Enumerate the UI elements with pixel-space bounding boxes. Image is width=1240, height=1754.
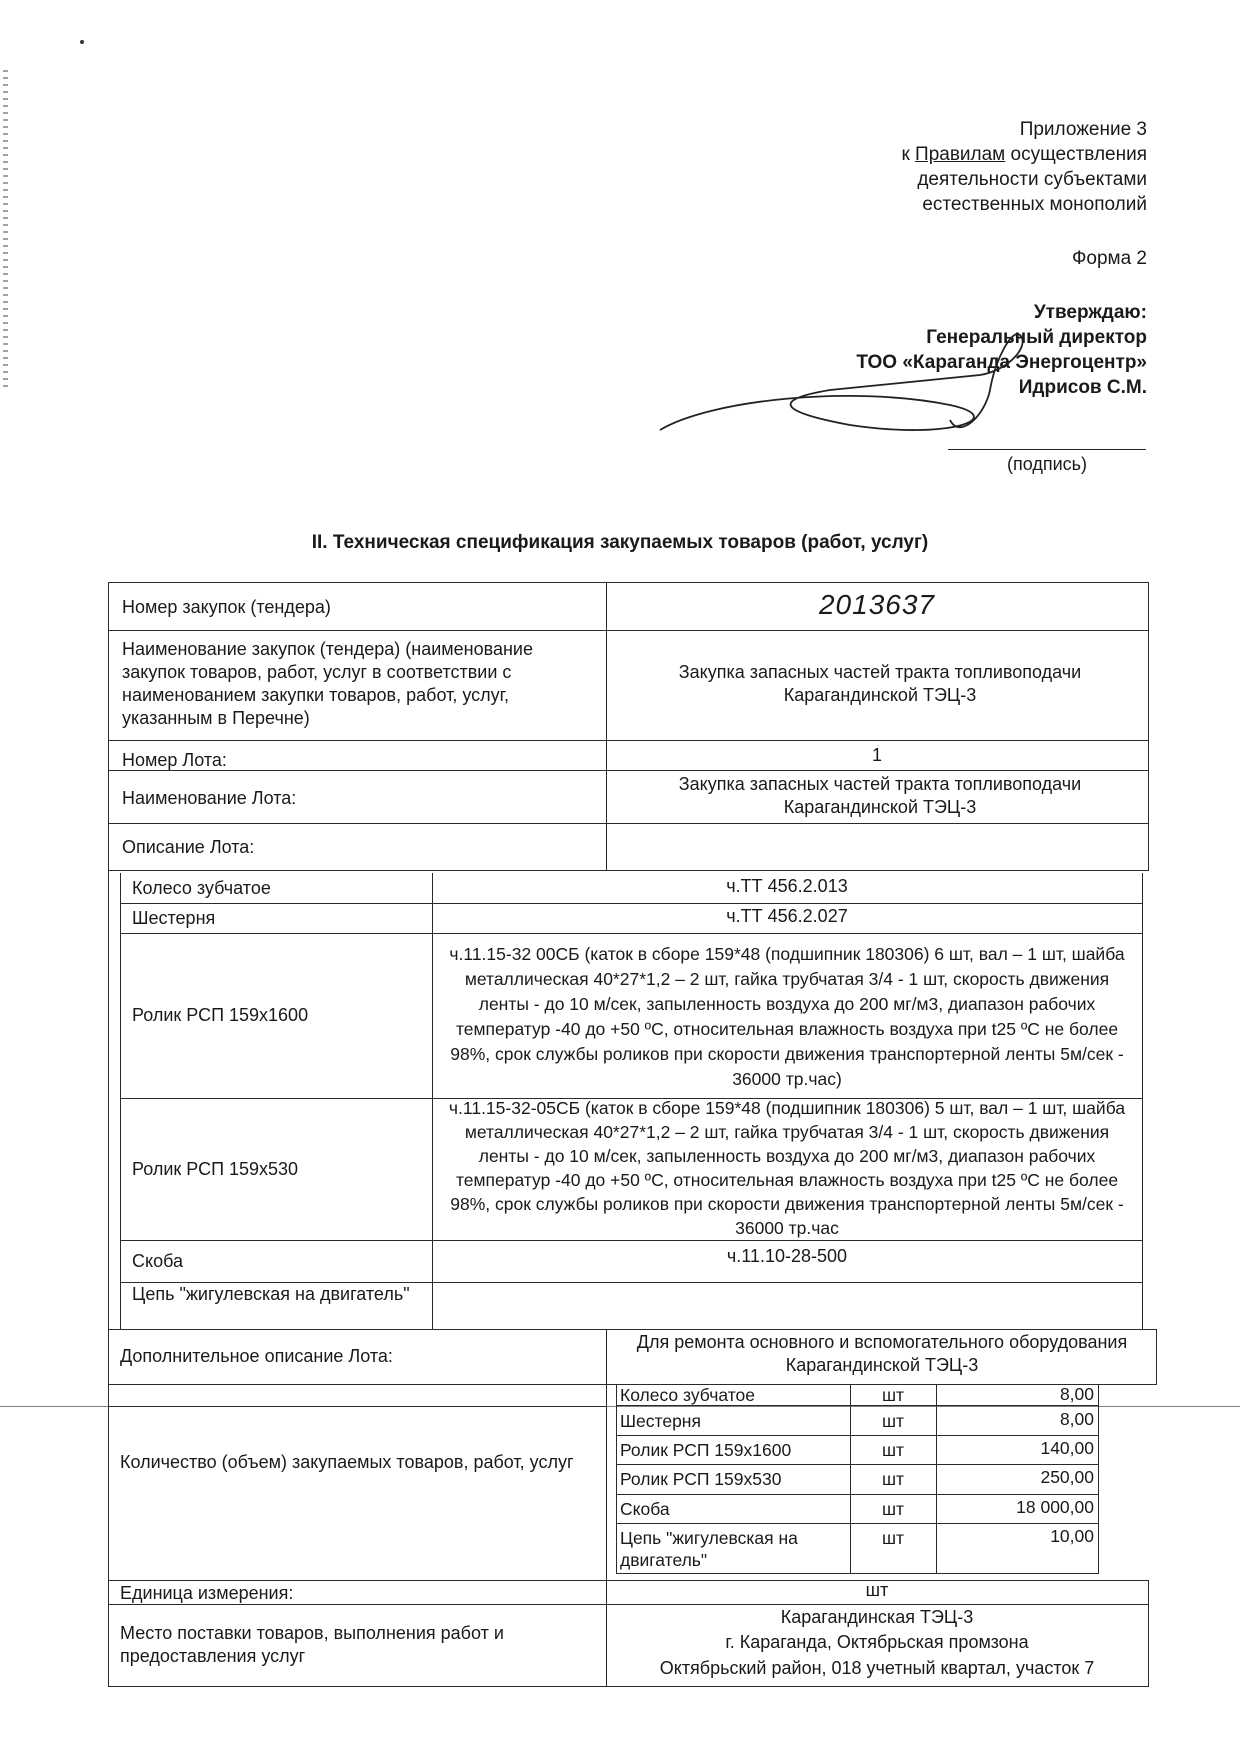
table-border bbox=[108, 582, 109, 1687]
row-line bbox=[108, 870, 1149, 871]
page-title: II. Техническая спецификация закупаемых товаров (работ, услуг) bbox=[311, 532, 929, 553]
qty-unit: шт bbox=[881, 1411, 905, 1431]
item-spec: ч.ТТ 456.2.013 bbox=[726, 876, 848, 896]
qty-value: 18 000,00 bbox=[1016, 1497, 1094, 1517]
qty-item-name: Цепь "жигулевская на двигатель" bbox=[620, 1528, 798, 1570]
signature-image bbox=[650, 330, 1100, 450]
row-line bbox=[108, 823, 1149, 824]
qty-row-line bbox=[616, 1523, 1099, 1524]
items-row-line bbox=[120, 903, 1143, 904]
lot-number-label: Номер Лота: bbox=[122, 750, 227, 770]
item-spec: ч.11.15-32 00СБ (каток в сборе 159*48 (подшипник 180306) 6 шт, вал – 1 шт, шайба металлическая 40*27*1,2 – 2 шт, гайка трубчатая 3/4 - 1 шт, скорость движения ленты - до 10 м/сек, запыленность воздуха до 200 мг/м3, диапазон рабочих температур -40 до +50 ºС, относительная влажность воздуха при t25 ºС не более 98%, срок службы роликов при скорости движения транспортерной ленты 5м/сек - 36000 тр.час) bbox=[449, 944, 1125, 1089]
table-border bbox=[108, 582, 1149, 583]
items-row-line bbox=[120, 1240, 1143, 1241]
appendix-line: естественных монополий bbox=[922, 194, 1147, 215]
scan-edge-marks bbox=[3, 70, 8, 390]
form-label: Форма 2 bbox=[1071, 248, 1147, 269]
appendix-line: Приложение 3 bbox=[1019, 119, 1147, 140]
additional-label: Дополнительное описание Лота: bbox=[120, 1346, 393, 1366]
lot-name-value: Закупка запасных частей тракта топливоподачи Карагандинской ТЭЦ-3 bbox=[678, 774, 1082, 817]
additional-value: Для ремонта основного и вспомогательного оборудования Карагандинской ТЭЦ-3 bbox=[636, 1332, 1128, 1375]
qty-unit: шт bbox=[881, 1499, 905, 1519]
item-name: Скоба bbox=[132, 1251, 183, 1271]
quantity-label: Количество (объем) закупаемых товаров, работ, услуг bbox=[120, 1452, 574, 1472]
table-border bbox=[1148, 582, 1149, 870]
row-line bbox=[108, 1329, 1157, 1330]
qty-value: 8,00 bbox=[1059, 1409, 1094, 1429]
lot-description-label: Описание Лота: bbox=[122, 837, 255, 857]
qty-row-line bbox=[616, 1494, 1099, 1495]
row-line bbox=[108, 770, 1149, 771]
lot-name-label: Наименование Лота: bbox=[122, 788, 297, 808]
items-border bbox=[1142, 873, 1143, 1329]
row-line bbox=[108, 1686, 1149, 1687]
appendix-header bbox=[901, 117, 1147, 217]
table-divider bbox=[606, 582, 607, 870]
qty-row-line bbox=[616, 1573, 1099, 1574]
qty-value: 250,00 bbox=[1040, 1467, 1094, 1487]
unit-label: Единица измерения: bbox=[120, 1583, 294, 1603]
approval-company: ТОО «Караганда Энергоцентр» bbox=[856, 352, 1147, 373]
qty-border bbox=[616, 1384, 617, 1574]
item-spec: ч.11.10-28-500 bbox=[726, 1246, 848, 1266]
rules-line: к Правилам осуществления bbox=[901, 144, 1147, 165]
table-border bbox=[1148, 1580, 1149, 1687]
item-name: Ролик РСП 159х530 bbox=[132, 1159, 299, 1179]
rules-link[interactable]: Правилам bbox=[915, 144, 1006, 165]
qty-row-line bbox=[616, 1464, 1099, 1465]
qty-border bbox=[1098, 1384, 1099, 1574]
unit-value: шт bbox=[865, 1580, 889, 1600]
item-spec: ч.11.15-32-05СБ (каток в сборе 159*48 (подшипник 180306) 5 шт, вал – 1 шт, шайба металлическая 40*27*1,2 – 2 шт, гайка трубчатая 3/4 - 1 шт, скорость движения ленты - до 10 м/сек, запыленность воздуха до 200 мг/м3, диапазон рабочих температур -40 до +50 ºС, относительная влажность воздуха при t25 ºС не более 98%, срок службы роликов при скорости движения транспортерной ленты 5м/сек - 36000 тр.час bbox=[448, 1098, 1126, 1238]
qty-unit: шт bbox=[881, 1385, 905, 1405]
scan-dot bbox=[80, 40, 84, 44]
qty-item-name: Скоба bbox=[620, 1499, 670, 1519]
row-line bbox=[108, 740, 1149, 741]
qty-item-name: Ролик РСП 159х530 bbox=[620, 1469, 782, 1489]
procurement-number-label: Номер закупок (тендера) bbox=[122, 597, 331, 617]
items-border bbox=[120, 873, 121, 1329]
qty-row-line bbox=[616, 1435, 1099, 1436]
scan-crease-line bbox=[0, 1406, 1240, 1407]
qty-value: 8,00 bbox=[1059, 1384, 1094, 1404]
signature-caption: (подпись) bbox=[1006, 454, 1088, 474]
lot-number-value: 1 bbox=[871, 745, 882, 765]
delivery-line: Карагандинская ТЭЦ-3 bbox=[780, 1607, 974, 1627]
delivery-line: Октябрьский район, 018 учетный квартал, участок 7 bbox=[659, 1658, 1095, 1678]
procurement-name-value: Закупка запасных частей тракта топливоподачи Карагандинской ТЭЦ-3 bbox=[678, 662, 1082, 705]
procurement-name-label: Наименование закупок (тендера) (наименование закупок товаров, работ, услуг в соответствии с наименованием закупки товаров, работ, услуг, указанным в Перечне) bbox=[122, 639, 533, 728]
row-line bbox=[108, 630, 1149, 631]
item-name: Цепь "жигулевская на двигатель" bbox=[132, 1284, 410, 1304]
procurement-number-value: 2013637 bbox=[818, 589, 935, 620]
qty-item-name: Ролик РСП 159х1600 bbox=[620, 1440, 792, 1460]
qty-unit: шт bbox=[881, 1440, 905, 1460]
item-name: Колесо зубчатое bbox=[132, 878, 271, 898]
item-spec: ч.ТТ 456.2.027 bbox=[726, 906, 848, 926]
appendix-line: деятельности субъектами bbox=[917, 169, 1147, 190]
qty-unit: шт bbox=[881, 1528, 905, 1548]
qty-item-name: Колесо зубчатое bbox=[620, 1385, 755, 1405]
qty-unit: шт bbox=[881, 1469, 905, 1489]
delivery-label: Место поставки товаров, выполнения работ и предоставления услуг bbox=[120, 1623, 504, 1666]
item-name: Ролик РСП 159х1600 bbox=[132, 1005, 309, 1025]
item-name: Шестерня bbox=[132, 908, 216, 928]
approval-position: Генеральный директор bbox=[926, 327, 1147, 348]
approval-name: Идрисов С.М. bbox=[1018, 377, 1147, 398]
signature-line bbox=[948, 449, 1146, 450]
qty-value: 140,00 bbox=[1040, 1438, 1094, 1458]
qty-item-name: Шестерня bbox=[620, 1411, 701, 1431]
items-row-line bbox=[120, 933, 1143, 934]
approval-title: Утверждаю: bbox=[1033, 302, 1147, 323]
table-border bbox=[1156, 1329, 1157, 1385]
delivery-line: г. Караганда, Октябрьская промзона bbox=[725, 1632, 1029, 1652]
qty-value: 10,00 bbox=[1050, 1526, 1094, 1546]
